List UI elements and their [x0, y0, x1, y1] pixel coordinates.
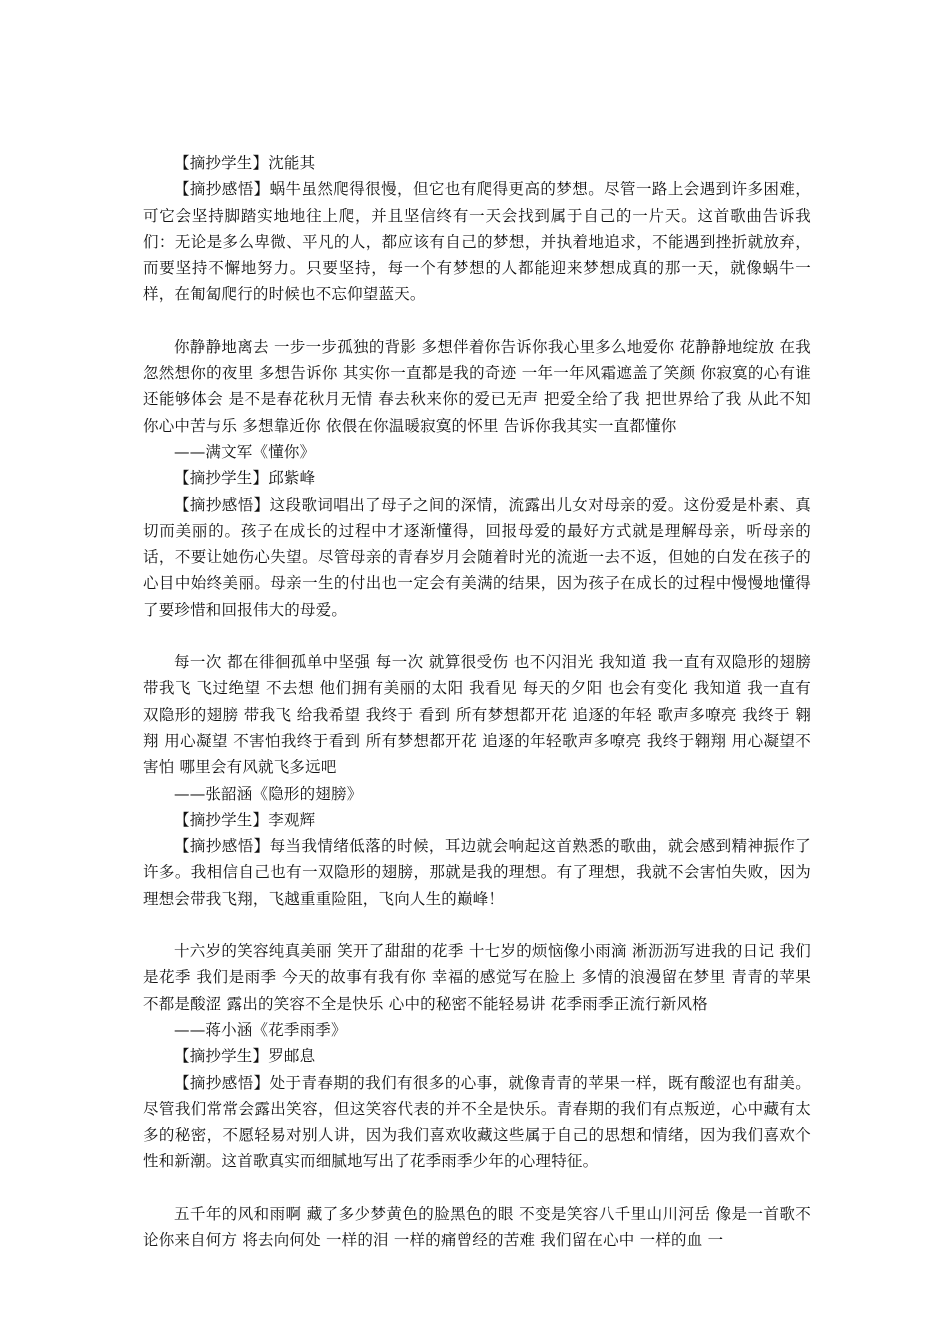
body-paragraph: 你静静地离去 一步一步孤独的背影 多想伴着你告诉你我心里多么地爱你 花静静地绽放 在我忽然想你的夜里 多想告诉你 其实你一直都是我的奇迹 一年一年风霜遮盖了笑颜 你寂寞的心有谁还能够体会 是不是春花秋月无情 春去秋来你的爱已无声 把爱全给了我 把世界给了我 从此不知你心中苦与乐 多想靠近你 依偎在你温暖寂寞的怀里 告诉你我其实一直都懂你 [143, 337, 811, 435]
paragraph-spacer [143, 623, 811, 649]
paragraph-spacer [143, 912, 811, 938]
song-attribution: ——蒋小涵《花季雨季》 [174, 1020, 347, 1039]
body-paragraph: 五千年的风和雨啊 藏了多少梦黄色的脸黑色的眼 不变是笑容八千里山川河岳 像是一首歌不论你来自何方 将去向何处 一样的泪 一样的痛曾经的苦难 我们留在心中 一样的血 一 [143, 1204, 811, 1249]
student-name-line: 【摘抄学生】罗邮息 [174, 1047, 316, 1066]
student-name-line: 【摘抄学生】邱紫峰 [174, 469, 316, 488]
body-paragraph: 【摘抄感悟】这段歌词唱出了母子之间的深情，流露出儿女对母亲的爱。这份爱是朴素、真切而美丽的。孩子在成长的过程中才逐渐懂得，回报母爱的最好方式就是理解母亲，听母亲的话，不要让她伤心失望。尽管母亲的青春岁月会随着时光的流逝一去不返，但她的白发在孩子的心目中始终美丽。母亲一生的付出也一定会有美满的结果，因为孩子在成长的过程中慢慢地懂得了要珍惜和回报伟大的母爱。 [143, 495, 811, 619]
document-body [143, 150, 811, 1253]
paragraph-spacer [143, 1175, 811, 1201]
body-paragraph: 【摘抄感悟】蜗牛虽然爬得很慢，但它也有爬得更高的梦想。尽管一路上会遇到许多困难，可它会坚持脚踏实地地往上爬，并且坚信终有一天会找到属于自己的一片天。这首歌曲告诉我们：无论是多么卑微、平凡的人，都应该有自己的梦想，并执着地追求，不能遇到挫折就放弃，而要坚持不懈地努力。只要坚持，每一个有梦想的人都能迎来梦想成真的那一天，就像蜗牛一样，在匍匐爬行的时候也不忘仰望蓝天。 [143, 180, 811, 304]
paragraph-spacer [143, 308, 811, 334]
student-name-line: 【摘抄学生】李观辉 [174, 810, 316, 829]
body-paragraph: 【摘抄感悟】每当我情绪低落的时候，耳边就会响起这首熟悉的歌曲，就会感到精神振作了许多。我相信自己也有一双隐形的翅膀，那就是我的理想。有了理想，我就不会害怕失败，因为理想会带我飞翔，飞越重重险阻，飞向人生的巅峰！ [143, 837, 811, 908]
body-paragraph: 【摘抄感悟】处于青春期的我们有很多的心事，就像青青的苹果一样，既有酸涩也有甜美。尽管我们常常会露出笑容，但这笑容代表的并不全是快乐。青春期的我们有点叛逆，心中藏有太多的秘密，不愿轻易对别人讲，因为我们喜欢收藏这些属于自己的思想和情绪，因为我们喜欢个性和新潮。这首歌真实而细腻地写出了花季雨季少年的心理特征。 [143, 1073, 811, 1171]
song-attribution: ——张韶涵《隐形的翅膀》 [174, 784, 363, 803]
body-paragraph: 十六岁的笑容纯真美丽 笑开了甜甜的花季 十七岁的烦恼像小雨滴 淅沥沥写进我的日记 我们是花季 我们是雨季 今天的故事有我有你 幸福的感觉写在脸上 多情的浪漫留在梦里 青青的苹果不都是酸涩 露出的笑容不全是快乐 心中的秘密不能轻易讲 花季雨季正流行新风格 [143, 942, 811, 1013]
body-paragraph: 每一次 都在徘徊孤单中坚强 每一次 就算很受伤 也不闪泪光 我知道 我一直有双隐形的翅膀 带我飞 飞过绝望 不去想 他们拥有美丽的太阳 我看见 每天的夕阳 也会有变化 我知道 我一直有双隐形的翅膀 带我飞 给我希望 我终于 看到 所有梦想都开花 追逐的年轻 歌声多嘹亮 我终于 翱翔 用心凝望 不害怕我终于看到 所有梦想都开花 追逐的年轻歌声多嘹亮 我终于翱翔 用心凝望不害怕 哪里会有风就飞多远吧 [143, 653, 811, 777]
song-attribution: ——满文军《懂你》 [174, 442, 316, 461]
student-name-line: 【摘抄学生】沈能其 [174, 154, 316, 172]
